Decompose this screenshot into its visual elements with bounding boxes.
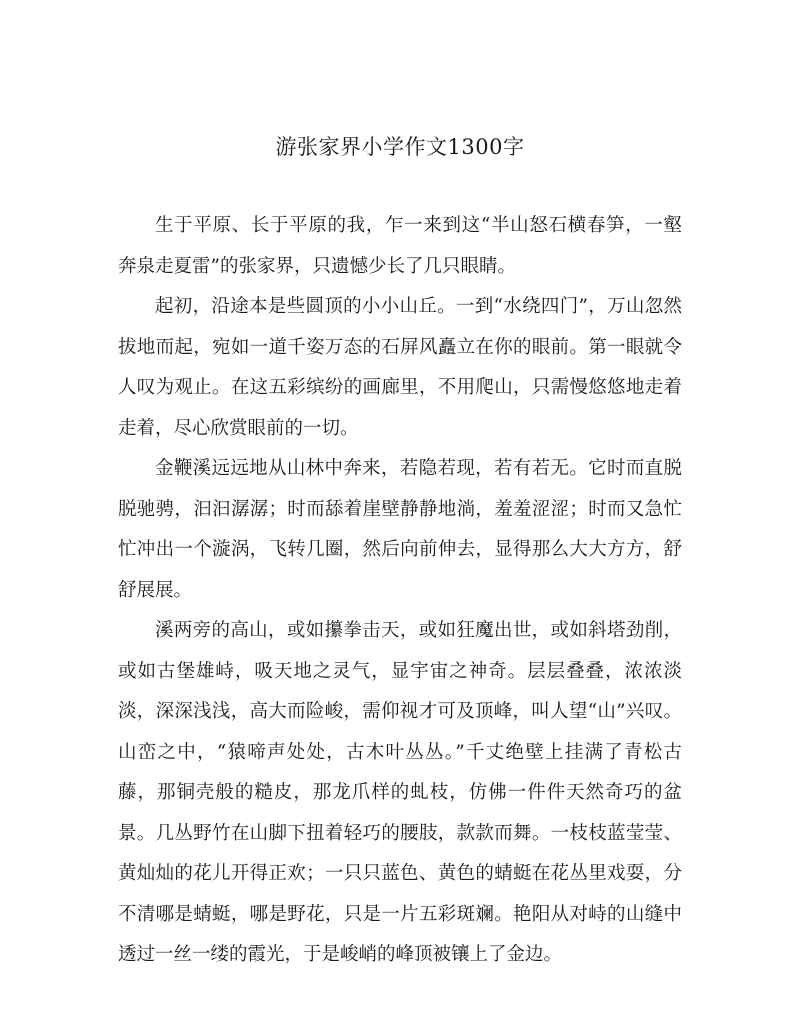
document-body xyxy=(118,206,682,976)
document-title: 游张家界小学作文1300字 xyxy=(275,135,525,159)
paragraph-2: 起初，沿途本是些圆顶的小小山丘。一到“水绕四门”，万山忽然拔地而起，宛如一道千姿万态的石屏风矗立在你的眼前。第一眼就令人叹为观止。在这五彩缤纷的画廊里，不用爬山，只需慢悠悠地走着走着，尽心欣赏眼前的一切。 xyxy=(118,296,682,439)
paragraph-1: 生于平原、长于平原的我，乍一来到这“半山怒石横春笋，一壑奔泉走夏雷”的张家界，只遗憾少长了几只眼睛。 xyxy=(118,215,682,277)
paragraph-4: 溪两旁的高山，或如攥拳击天，或如狂魔出世，或如斜塔劲削，或如古堡雄峙，吸天地之灵气，显宇宙之神奇。层层叠叠，浓浓淡淡，深深浅浅，高大而险峻，需仰视才可及顶峰，叫人望“山”兴叹。山峦之中，“猿啼声处处，古木叶丛丛。”千丈绝壁上挂满了青松古藤，那铜壳般的糙皮，那龙爪样的虬枝，仿佛一件件天然奇巧的盆景。几丛野竹在山脚下扭着轻巧的腰肢，款款而舞。一枝枝蓝莹莹、黄灿灿的花儿开得正欢；一只只蓝色、黄色的蜻蜓在花丛里戏耍，分不清哪是蜻蜓，哪是野花，只是一片五彩斑斓。艳阳从对峙的山缝中透过一丝一缕的霞光，于是峻峭的峰顶被镶上了金边。 xyxy=(118,620,682,965)
paragraph-3: 金鞭溪远远地从山林中奔来，若隐若现，若有若无。它时而直脱脱驰骋，汩汩潺潺；时而舔着崖壁静静地淌，羞羞涩涩；时而又急忙忙冲出一个漩涡，飞转几圈，然后向前伸去，显得那么大大方方，舒舒展展。 xyxy=(118,458,682,601)
